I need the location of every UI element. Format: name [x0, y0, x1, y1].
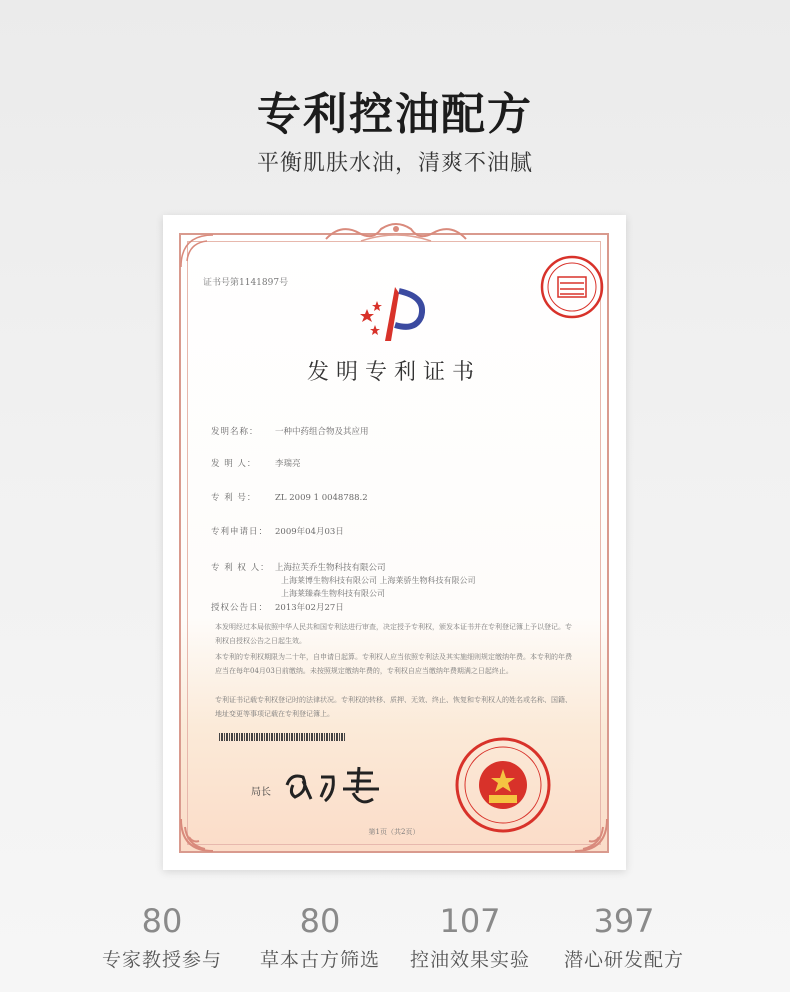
field-value: 李瑞亮	[275, 459, 301, 469]
stat-experts	[87, 903, 237, 972]
field-label: 发 明 人：	[211, 459, 257, 469]
field-label: 发明名称：	[211, 427, 259, 437]
stat-number: 80	[299, 902, 341, 940]
certificate-number: 证书号第1141897号	[203, 278, 289, 288]
field-label: 专 利 号：	[211, 493, 257, 503]
stat-label: 草本古方筛选	[259, 949, 380, 971]
certificate-paragraph: 本专利的专利权期限为二十年，自申请日起算。专利权人应当依照专利法及其实施细则规定缴纳年费。本专利的年费应当在每年04月03日前缴纳。未按照规定缴纳年费的，专利权自应当缴纳年费期满之日起终止。	[215, 653, 572, 675]
field-value: 一种中药组合物及其应用	[275, 427, 369, 437]
official-seal-icon	[538, 253, 606, 321]
field-invention-name	[211, 425, 369, 437]
patent-office-emblem-icon	[351, 279, 431, 349]
certificate-paragraph: 本发明经过本局依照中华人民共和国专利法进行审查，决定授予专利权，颁发本证书并在专利登记簿上予以登记。专利权自授权公告之日起生效。	[215, 623, 572, 645]
field-label: 授权公告日：	[211, 603, 269, 613]
certificate-image	[163, 215, 626, 870]
barcode	[219, 733, 345, 741]
stat-herbal-recipes	[245, 903, 395, 972]
field-value: 上海拉芙乔生物科技有限公司	[275, 563, 386, 573]
certificate-paragraph: 专利证书记载专利权登记时的法律状况。专利权的转移、质押、无效、终止、恢复和专利权人的姓名或名称、国籍、地址变更等事项记载在专利登记簿上。	[215, 696, 572, 718]
stat-formulas	[549, 903, 699, 972]
corner-ornament-icon	[179, 233, 215, 269]
page-subtitle: 平衡肌肤水油，清爽不油腻	[256, 151, 533, 176]
stat-label: 专家教授参与	[101, 949, 222, 971]
stat-label: 潜心研发配方	[563, 949, 684, 971]
stat-number: 80	[141, 902, 183, 940]
field-value: ZL 2009 1 0048788.2	[275, 493, 368, 503]
signature-label: 局长	[251, 787, 271, 798]
patent-certificate	[179, 233, 609, 853]
field-patentee	[211, 561, 386, 573]
certificate-title: 发明专利证书	[306, 360, 481, 385]
national-ip-office-seal-icon	[453, 735, 553, 835]
stat-label: 控油效果实验	[409, 949, 530, 971]
field-label: 专利申请日：	[211, 527, 269, 537]
field-patentee-extra: 上海莱博生物科技有限公司 上海莱骄生物科技有限公司	[281, 576, 476, 585]
page-title: 专利控油配方	[257, 89, 533, 140]
field-application-date	[211, 525, 344, 537]
page-number: 第1页（共2页）	[368, 828, 420, 836]
field-label: 专 利 权 人：	[211, 563, 270, 573]
top-ornament-icon	[321, 221, 471, 245]
field-value: 2009年04月03日	[275, 527, 344, 537]
field-patent-number	[211, 491, 368, 503]
field-value: 2013年02月27日	[275, 603, 344, 613]
stat-number: 397	[593, 902, 655, 940]
director-signature-icon	[281, 763, 391, 813]
field-inventor	[211, 457, 301, 469]
field-patentee-extra: 上海莱臻森生物科技有限公司	[281, 589, 385, 598]
stat-oil-control-tests	[395, 903, 545, 972]
stats-row	[87, 903, 707, 983]
stat-number: 107	[439, 902, 501, 940]
field-grant-date	[211, 601, 344, 613]
